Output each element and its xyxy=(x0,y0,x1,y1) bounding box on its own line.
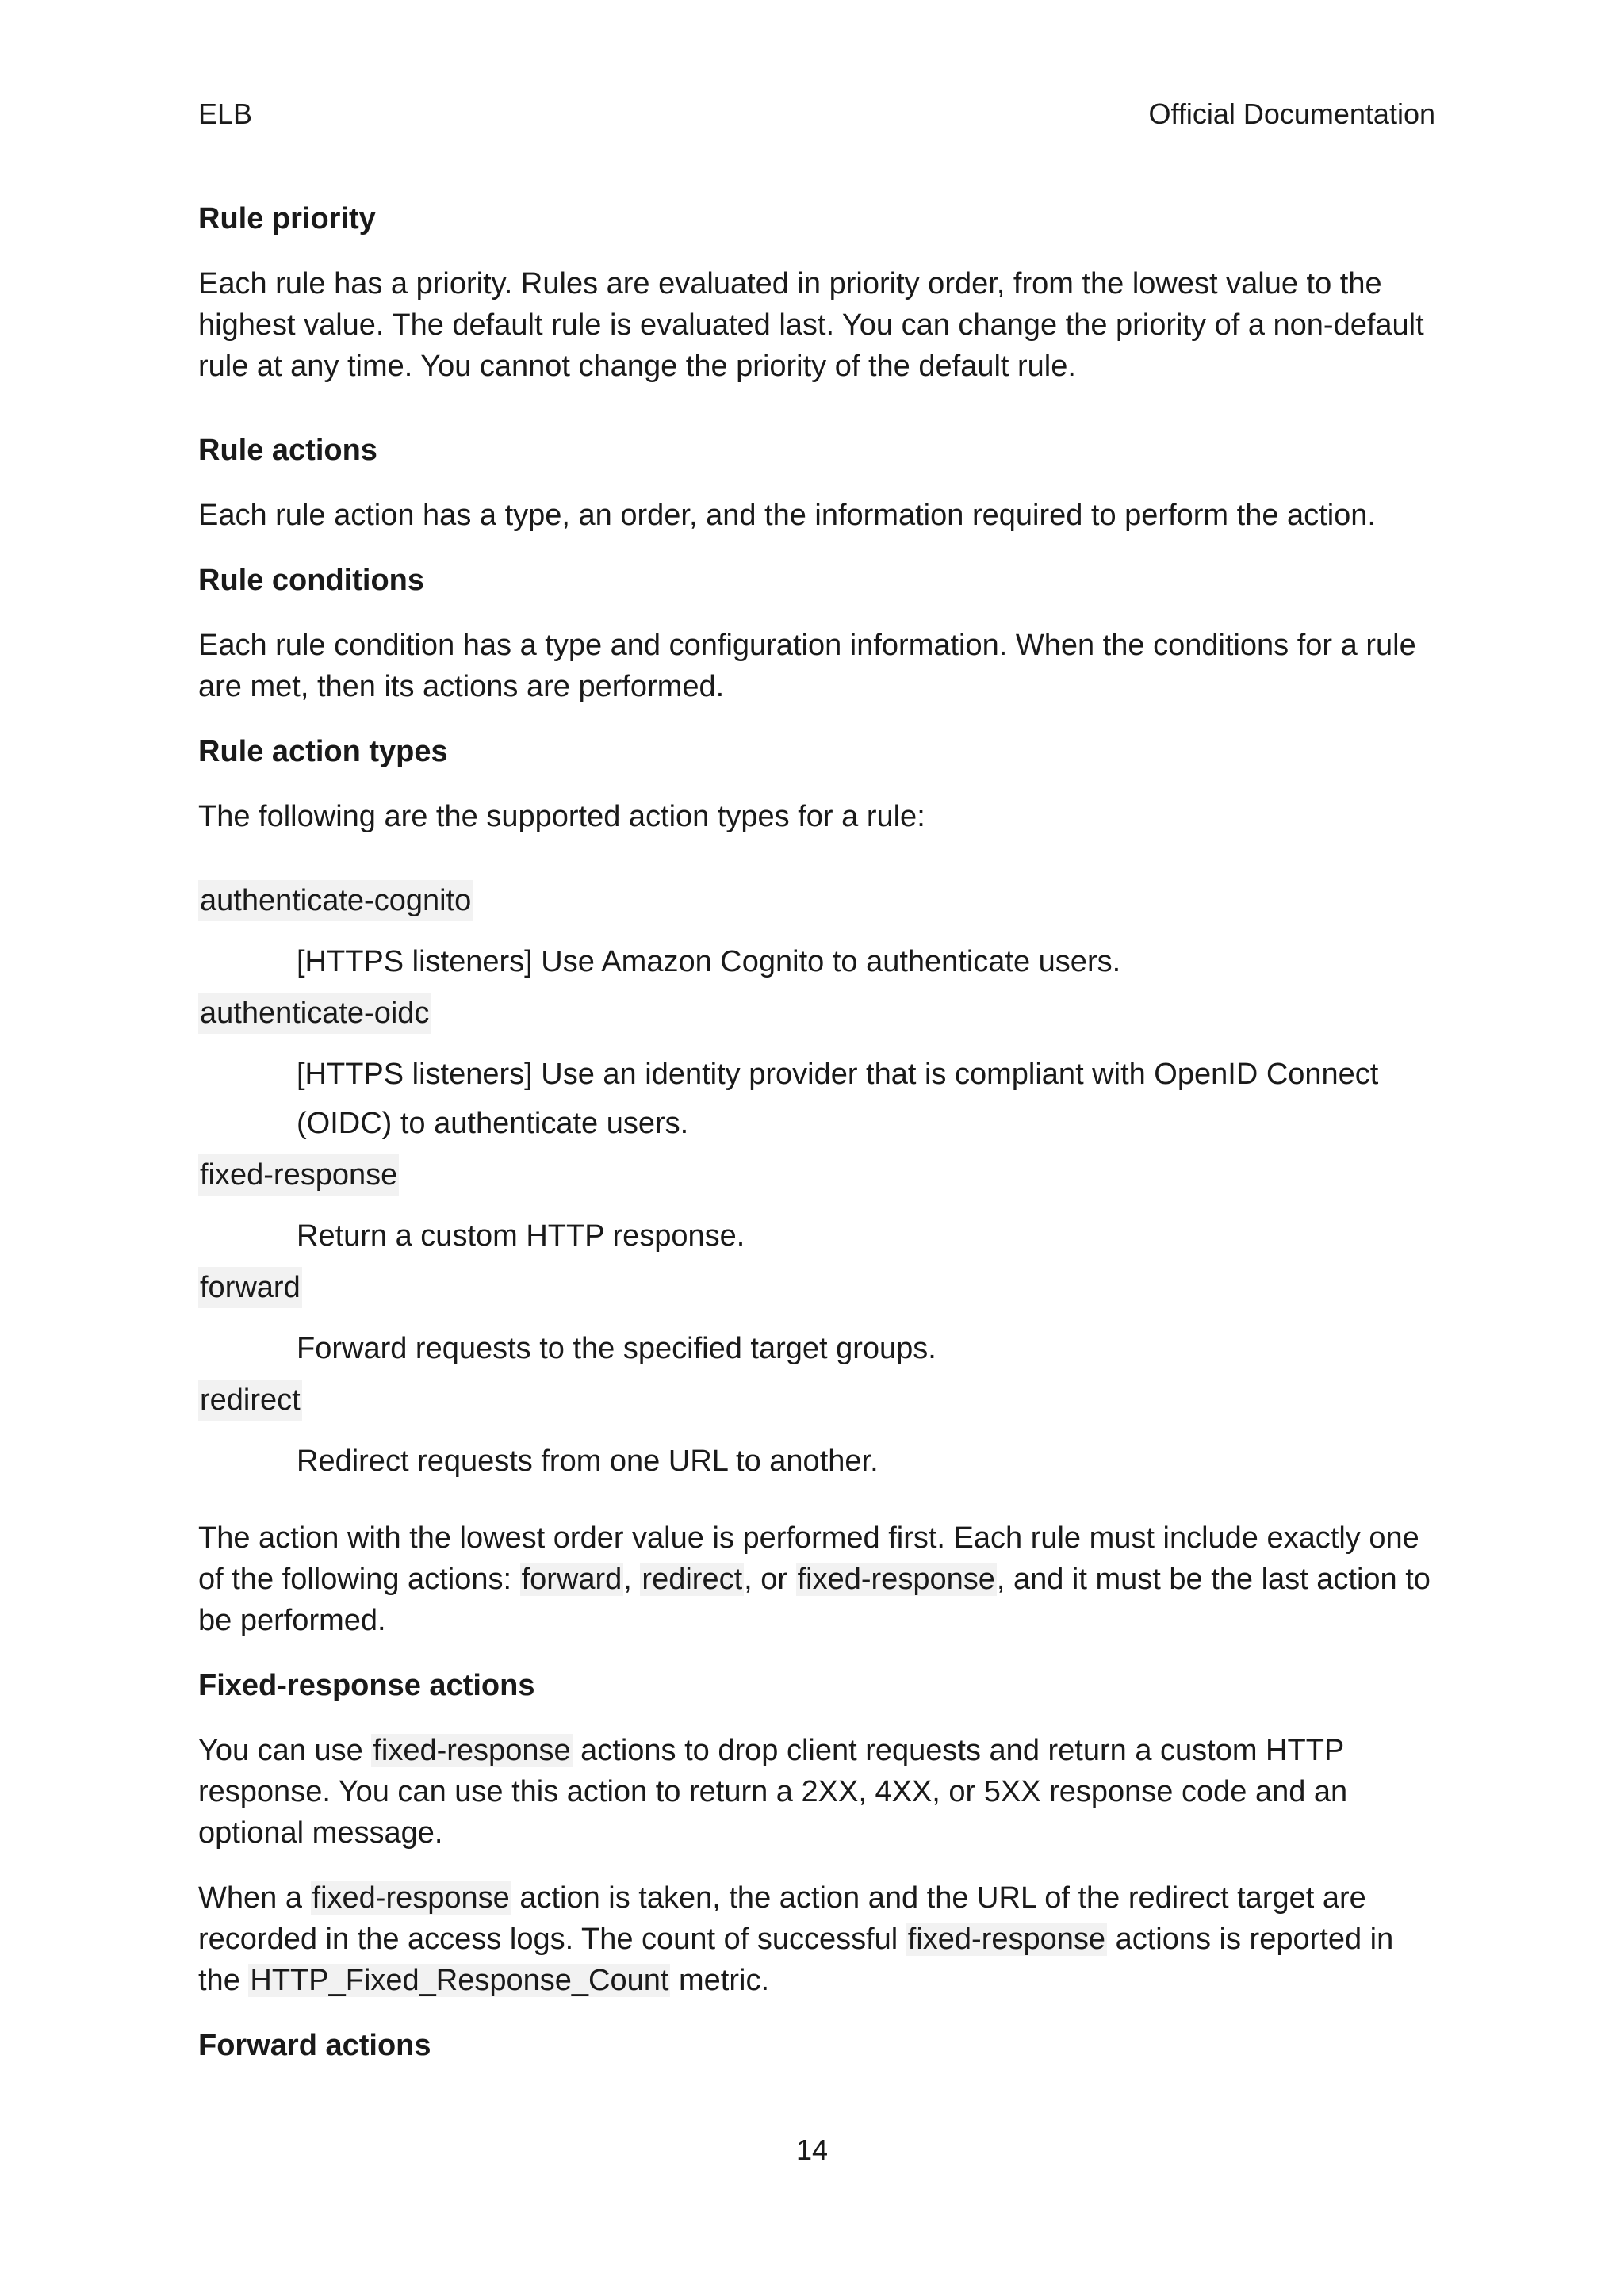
page-number: 14 xyxy=(795,2133,829,2166)
action-type-description: [HTTPS listeners] Use an identity provider that is compliant with OpenID Connect (OIDC) to authenticate users. xyxy=(297,1058,1379,1140)
inline-code-fixed-response: fixed-response xyxy=(373,1734,571,1767)
action-type-term: redirect xyxy=(198,1380,302,1421)
text-run: The action with the lowest order value is performed first. Each rule must include exactly one of the following actions: xyxy=(198,1521,1419,1596)
paragraph-rule-actions: Each rule action has a type, an order, and the information required to perform the action. xyxy=(198,499,1376,532)
action-type-term: forward xyxy=(198,1267,302,1308)
heading-rule-actions: Rule actions xyxy=(198,434,377,467)
text-run: metric. xyxy=(670,1964,770,1997)
action-type-description: Return a custom HTTP response. xyxy=(297,1219,745,1253)
inline-code-redirect: redirect xyxy=(642,1563,743,1596)
paragraph-rule-priority: Each rule has a priority. Rules are evaluated in priority order, from the lowest value to the highest value. The default rule is evaluated last. You can change the priority of a non-default rule at any time. You cannot change the priority of the default rule. xyxy=(198,267,1424,383)
paragraph-rule-conditions: Each rule condition has a type and configuration information. When the conditions for a rule are met, then its actions are performed. xyxy=(198,629,1416,703)
action-type-list xyxy=(198,880,1435,1486)
paragraph-fixed-response-usage xyxy=(198,1730,1435,1854)
inline-code-forward: forward xyxy=(521,1563,622,1596)
inline-code-metric-name: HTTP_Fixed_Response_Count xyxy=(250,1964,669,1997)
paragraph-action-order xyxy=(198,1517,1435,1641)
heading-rule-priority: Rule priority xyxy=(198,202,376,235)
inline-code-fixed-response: fixed-response xyxy=(797,1563,995,1596)
heading-rule-conditions: Rule conditions xyxy=(198,564,424,597)
action-type-term: fixed-response xyxy=(198,1154,399,1196)
text-run: You can use xyxy=(198,1734,372,1767)
page-content xyxy=(198,198,1435,2090)
paragraph-fixed-response-logging xyxy=(198,1877,1435,2001)
paragraph-action-types-intro: The following are the supported action types for a rule: xyxy=(198,800,925,833)
text-run: , xyxy=(623,1563,641,1596)
text-run: actions is reported in the xyxy=(198,1923,1394,1997)
header-doc-type: Official Documentation xyxy=(1148,98,1435,130)
action-type-term-row xyxy=(198,880,1435,921)
inline-code-fixed-response: fixed-response xyxy=(312,1881,510,1915)
heading-fixed-response-actions: Fixed-response actions xyxy=(198,1669,535,1702)
running-header xyxy=(198,97,1435,132)
action-type-term-row xyxy=(198,1267,1435,1308)
text-run: When a xyxy=(198,1881,311,1915)
action-type-term-row xyxy=(198,1380,1435,1421)
action-type-term: authenticate-oidc xyxy=(198,993,431,1034)
action-type-term: authenticate-cognito xyxy=(198,880,473,921)
inline-code-fixed-response: fixed-response xyxy=(907,1923,1106,1956)
text-run: actions to drop client requests and return a custom HTTP response. You can use this action to return a 2XX, 4XX, or 5XX response code and an optional message. xyxy=(198,1734,1348,1850)
action-type-term-row xyxy=(198,993,1435,1034)
text-run: , or xyxy=(744,1563,796,1596)
text-run: action is taken, the action and the URL of the redirect target are recorded in the access logs. The count of successful xyxy=(198,1881,1366,1956)
action-type-term-row xyxy=(198,1154,1435,1196)
heading-rule-action-types: Rule action types xyxy=(198,735,448,768)
heading-forward-actions: Forward actions xyxy=(198,2029,431,2062)
text-run: , and it must be the last action to be performed. xyxy=(198,1563,1431,1637)
action-type-description: Forward requests to the specified target groups. xyxy=(297,1332,936,1365)
header-product-name: ELB xyxy=(198,98,253,130)
action-type-description: Redirect requests from one URL to another. xyxy=(297,1445,879,1478)
action-type-description: [HTTPS listeners] Use Amazon Cognito to authenticate users. xyxy=(297,945,1121,978)
